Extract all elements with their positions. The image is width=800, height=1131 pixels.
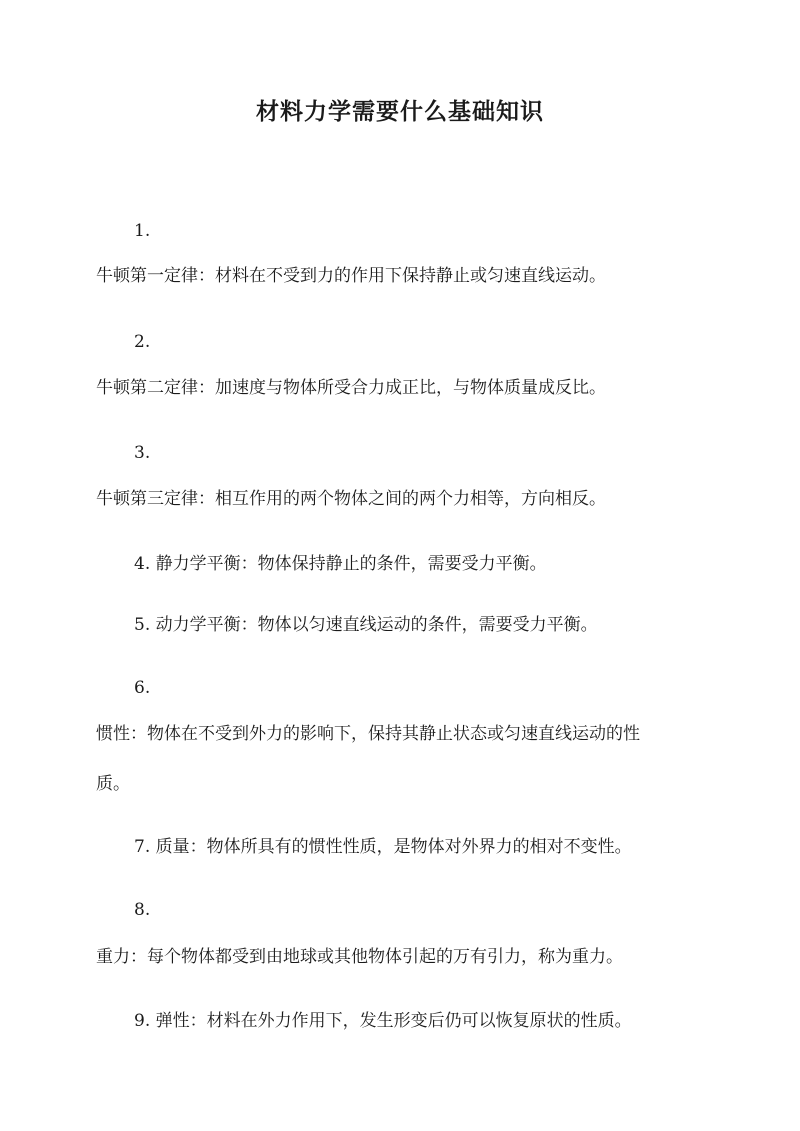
- document-title: 材料力学需要什么基础知识: [256, 98, 544, 125]
- item-6-text: 惯性：物体在不受到外力的影响下，保持其静止状态或匀速直线运动的性: [96, 724, 640, 744]
- item-2-text: 牛顿第二定律：加速度与物体所受合力成正比，与物体质量成反比。: [96, 378, 606, 398]
- item-6-number: 6.: [134, 678, 151, 698]
- item-8-text: 重力：每个物体都受到由地球或其他物体引起的万有引力，称为重力。: [96, 947, 623, 967]
- item-8-number: 8.: [134, 900, 151, 920]
- item-1-number: 1.: [134, 221, 151, 241]
- item-6-text-continued: 质。: [96, 774, 130, 794]
- item-9: 9. 弹性：材料在外力作用下，发生形变后仍可以恢复原状的性质。: [134, 1011, 632, 1031]
- item-5: 5. 动力学平衡：物体以匀速直线运动的条件，需要受力平衡。: [134, 615, 598, 635]
- item-2-number: 2.: [134, 332, 151, 352]
- item-3-text: 牛顿第三定律：相互作用的两个物体之间的两个力相等，方向相反。: [96, 489, 606, 509]
- item-4: 4. 静力学平衡：物体保持静止的条件，需要受力平衡。: [134, 554, 547, 574]
- item-1-text: 牛顿第一定律：材料在不受到力的作用下保持静止或匀速直线运动。: [96, 266, 606, 286]
- item-3-number: 3.: [134, 443, 151, 463]
- item-7: 7. 质量：物体所具有的惯性性质，是物体对外界力的相对不变性。: [134, 837, 632, 857]
